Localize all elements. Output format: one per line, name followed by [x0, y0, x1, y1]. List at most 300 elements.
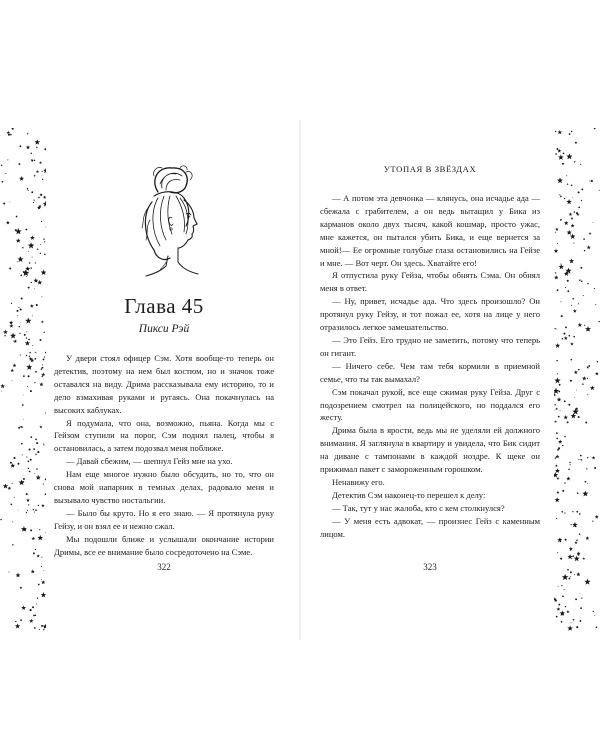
star-icon [37, 554, 40, 557]
star-dot [557, 148, 559, 150]
star-dot [28, 287, 30, 289]
star-dot [561, 621, 563, 623]
star-icon [43, 168, 46, 173]
star-icon [595, 515, 599, 519]
star-dot [570, 464, 571, 465]
star-dot [594, 288, 595, 289]
star-icon [33, 278, 38, 283]
star-dot [45, 478, 46, 480]
star-dot [42, 364, 43, 365]
star-icon [556, 607, 560, 611]
star-dot [556, 360, 558, 362]
star-dot [41, 579, 42, 580]
star-icon [558, 440, 562, 444]
star-icon [557, 397, 562, 401]
right-star-border [554, 128, 600, 633]
star-dot [570, 576, 571, 577]
star-dot [34, 175, 36, 177]
star-dot [563, 153, 565, 155]
star-icon [41, 580, 45, 584]
star-icon [15, 623, 20, 628]
star-icon [574, 541, 577, 544]
star-dot [1, 391, 2, 392]
star-dot [27, 510, 28, 511]
star-dot [26, 493, 28, 495]
star-icon [25, 340, 30, 345]
star-dot [45, 532, 46, 533]
star-icon [554, 420, 557, 423]
paragraph: Ненавижу его. [332, 476, 385, 487]
star-dot [562, 595, 564, 597]
star-icon [36, 475, 41, 480]
star-icon [28, 470, 31, 472]
star-icon [43, 195, 46, 198]
star-dot [17, 315, 18, 316]
star-dot [558, 391, 560, 393]
star-dot [12, 380, 13, 381]
star-dot [28, 251, 29, 252]
star-dot [20, 619, 22, 621]
star-dot [572, 511, 573, 512]
star-dot [558, 447, 560, 449]
star-icon [18, 256, 24, 262]
star-dot [561, 315, 563, 317]
star-dot [20, 354, 21, 355]
star-icon [23, 270, 29, 276]
paragraph: — Ничего себе. Чем там тебя кормили в приемной семье, что ты так вымахал? [320, 360, 540, 384]
star-icon [564, 221, 569, 225]
star-icon [554, 377, 560, 383]
star-dot [570, 380, 571, 381]
star-dot [570, 359, 572, 361]
right-page-text [320, 192, 540, 540]
paragraph: — Было бы круто. Но я его знаю. — Я протянула руку Гейзу, и он взял ее и нежно сжал. [54, 507, 274, 531]
star-icon [554, 388, 559, 394]
star-dot [581, 200, 582, 201]
star-dot [41, 368, 43, 370]
star-dot [567, 290, 569, 292]
star-dot [560, 410, 561, 411]
star-dot [34, 512, 35, 513]
star-dot [566, 175, 567, 176]
star-dot [560, 220, 561, 221]
star-icon [574, 556, 580, 562]
star-dot [42, 367, 44, 369]
star-dot [42, 376, 43, 377]
star-dot [44, 332, 45, 333]
star-icon [13, 363, 17, 367]
star-icon [10, 369, 14, 373]
star-dot [18, 510, 19, 511]
star-icon [10, 133, 13, 135]
star-dot [20, 145, 22, 147]
star-dot [559, 384, 561, 386]
star-dot [569, 578, 571, 580]
star-dot [571, 305, 572, 306]
star-dot [555, 328, 556, 329]
star-dot [5, 173, 6, 174]
star-dot [576, 626, 578, 628]
star-icon [16, 573, 21, 578]
star-dot [37, 451, 39, 453]
star-dot [25, 229, 27, 231]
star-dot [26, 337, 27, 338]
paragraph: — Давай сбежим, — шепнул Гейз мне на ухо. [66, 456, 233, 467]
paragraph: Дрима была в ярости, ведь мы не уделяли ей должного внимания. Я заглянула в квартиру и увидела, что Бик сидит на диване с тампонами в каждой ноздре. К щеке он прижимал пакет с замороженным горошком. [320, 425, 540, 475]
star-icon [10, 463, 15, 468]
star-dot [42, 179, 43, 180]
star-dot [567, 569, 569, 571]
star-icon [555, 343, 560, 348]
star-icon [26, 145, 30, 149]
star-dot [2, 181, 4, 183]
star-dot [20, 426, 22, 428]
star-icon [30, 235, 35, 240]
star-dot [12, 544, 13, 545]
star-dot [17, 261, 18, 262]
star-dot [572, 197, 573, 198]
star-dot [557, 243, 558, 244]
star-icon [29, 619, 33, 623]
star-dot [560, 301, 561, 302]
star-icon [595, 372, 599, 375]
star-icon [585, 326, 591, 332]
star-dot [557, 491, 559, 493]
paragraph: — Ну, привет, исчадье ада. Что здесь произошло? Он протянул руку Гейзу, и тот пожал ее, хотя на лице у него отразилось легкое замешательство. [320, 296, 540, 333]
star-icon [41, 592, 46, 597]
star-dot [1, 165, 2, 166]
star-dot [584, 250, 585, 251]
star-dot [36, 442, 38, 444]
star-icon [569, 258, 574, 263]
star-dot [567, 421, 569, 423]
star-dot [580, 620, 582, 622]
star-dot [30, 436, 32, 438]
star-dot [560, 195, 562, 197]
star-dot [554, 394, 556, 396]
star-icon [582, 376, 586, 380]
star-icon [571, 224, 575, 228]
star-icon [556, 289, 559, 292]
star-dot [583, 295, 584, 296]
star-dot [29, 356, 30, 357]
star-dot [19, 333, 20, 334]
star-dot [18, 463, 20, 465]
paragraph: — Так, тут у нас жалоба, кто с кем столкнулся? [332, 502, 505, 513]
star-dot [0, 519, 1, 520]
star-dot [39, 529, 40, 530]
star-icon [578, 323, 582, 327]
star-dot [35, 439, 37, 441]
star-icon [571, 413, 577, 418]
star-dot [7, 159, 8, 160]
star-dot [26, 355, 27, 356]
star-icon [555, 497, 560, 502]
star-icon [9, 324, 13, 328]
star-icon [566, 476, 570, 480]
star-dot [31, 282, 32, 283]
star-dot [562, 490, 564, 492]
star-dot [31, 244, 33, 246]
star-icon [576, 572, 580, 576]
star-dot [43, 629, 44, 630]
woman-profile-icon [124, 162, 212, 282]
star-dot [587, 378, 588, 379]
star-dot [578, 459, 579, 460]
star-icon [555, 227, 559, 230]
star-dot [28, 375, 30, 377]
star-icon [570, 217, 573, 220]
star-dot [581, 280, 583, 282]
star-dot [38, 505, 39, 506]
star-dot [581, 189, 583, 191]
star-dot [556, 438, 558, 440]
star-dot [565, 287, 566, 288]
star-icon [34, 139, 40, 144]
star-dot [587, 483, 588, 484]
star-dot [42, 175, 43, 176]
star-dot [570, 571, 572, 573]
star-dot [41, 625, 43, 627]
star-dot [33, 615, 35, 617]
star-icon [37, 535, 43, 540]
star-dot [41, 557, 42, 558]
left-star-border [0, 128, 46, 633]
star-dot [37, 248, 38, 249]
star-dot [580, 164, 581, 165]
star-icon [587, 245, 591, 249]
star-dot [580, 608, 581, 609]
star-icon [582, 490, 588, 496]
star-icon [555, 464, 558, 467]
star-dot [588, 365, 590, 367]
star-dot [573, 243, 574, 244]
star-dot [9, 202, 10, 203]
star-dot [574, 574, 575, 575]
paragraph: Мы подошли ближе и услышали окончание истории Дримы, все ее внимание было сосредоточено на Сэме. [54, 533, 274, 557]
star-dot [572, 298, 573, 299]
star-icon [558, 130, 563, 134]
star-dot [32, 606, 34, 608]
star-dot [33, 509, 34, 510]
star-icon [21, 526, 27, 532]
star-dot [554, 410, 555, 411]
paragraph: — А потом эта девчонка — клянусь, она исчадье ада — сбежала с грабителем, а он ведь вытащил у Бика из карманов около двух тысяч, какой кошмар, просто ужас, мне кажется, он пытался убить Бика, и еще вернется за мной!— Ее огромные голубые глаза остановились на Гейзе и мне. — Вот черт. Он здесь. Хватайте его! [320, 193, 540, 268]
star-icon [37, 280, 42, 285]
star-dot [568, 404, 570, 406]
star-dot [35, 615, 37, 617]
star-icon [567, 554, 572, 559]
star-icon [7, 131, 10, 134]
star-dot [43, 443, 44, 444]
star-dot [35, 262, 36, 263]
star-icon [39, 193, 42, 196]
chapter-title: Глава 45 [124, 294, 204, 318]
star-icon [19, 586, 22, 589]
star-dot [27, 386, 28, 387]
star-dot [45, 493, 46, 495]
star-icon [26, 364, 32, 370]
star-dot [577, 492, 579, 494]
star-icon [573, 309, 577, 313]
star-dot [13, 341, 14, 342]
star-dot [36, 147, 37, 148]
star-dot [587, 283, 588, 284]
star-dot [34, 160, 35, 161]
star-dot [30, 459, 32, 461]
star-icon [562, 574, 569, 580]
star-dot [575, 526, 576, 527]
star-dot [571, 185, 573, 187]
paragraph: — Это Гейз. Его трудно не заметить, потому что теперь он гигант. [320, 334, 540, 358]
star-dot [580, 267, 582, 269]
star-dot [594, 128, 596, 129]
star-dot [15, 621, 16, 622]
star-icon [21, 605, 26, 610]
star-icon [3, 330, 8, 334]
star-dot [564, 198, 565, 199]
star-dot [587, 457, 588, 458]
star-icon [592, 456, 596, 459]
paragraph: Нам еще многое нужно было обсудить, но то, что он снова мой напарник в темных делах, радовало меня и вызывало чувство ностальгии. [54, 469, 274, 505]
paragraph: — У меня есть адвокат, — произнес Гейз с каменным лицом. [320, 515, 540, 539]
star-dot [26, 276, 27, 277]
star-dot [43, 444, 44, 445]
star-dot [3, 202, 5, 204]
star-dot [14, 497, 15, 498]
star-dot [28, 461, 30, 463]
star-dot [8, 134, 10, 136]
star-dot [32, 315, 33, 316]
star-dot [572, 555, 574, 557]
star-dot [556, 616, 557, 617]
star-icon [36, 170, 39, 173]
star-dot [581, 598, 582, 599]
star-icon [554, 275, 559, 279]
star-dot [579, 533, 581, 535]
star-dot [28, 190, 29, 191]
star-dot [567, 280, 569, 282]
star-icon [39, 382, 43, 386]
star-dot [562, 163, 564, 165]
star-dot [16, 216, 18, 218]
star-dot [564, 400, 566, 402]
chapter-narrator: Пикси Рэй [138, 323, 190, 335]
left-page-text [54, 352, 274, 559]
star-dot [587, 394, 588, 395]
star-dot [10, 462, 12, 464]
star-icon [564, 336, 568, 340]
star-dot [557, 373, 558, 374]
star-dot [22, 247, 23, 248]
star-dot [34, 200, 35, 201]
star-dot [558, 586, 559, 587]
star-icon [35, 370, 38, 373]
star-dot [33, 448, 35, 450]
star-dot [39, 629, 40, 630]
star-icon [585, 536, 589, 540]
star-dot [28, 504, 29, 505]
star-icon [41, 372, 45, 376]
star-icon [39, 161, 42, 164]
star-icon [28, 242, 35, 248]
star-dot [583, 238, 585, 240]
star-dot [557, 552, 558, 553]
star-dot [40, 244, 41, 245]
star-dot [573, 336, 575, 338]
star-dot [26, 456, 27, 457]
star-dot [34, 382, 35, 383]
star-dot [36, 468, 38, 470]
star-icon [566, 230, 571, 235]
star-dot [570, 550, 571, 551]
star-icon [566, 199, 571, 204]
star-icon [19, 176, 24, 181]
star-dot [594, 467, 596, 469]
star-dot [43, 484, 44, 485]
star-dot [12, 483, 13, 484]
star-dot [562, 338, 564, 340]
star-dot [30, 529, 32, 531]
star-dot [29, 449, 31, 451]
star-dot [43, 358, 45, 360]
star-dot [19, 326, 20, 327]
star-dot [13, 457, 15, 459]
paragraph: Сэм покачал рукой, все еще сжимая руку Гейза. Друг с подозрением смотрел на полицейского, но поддался его жесту. [320, 386, 540, 423]
star-dot [580, 459, 582, 461]
page-number: 322 [157, 562, 171, 572]
star-icon [41, 320, 44, 323]
star-dot [35, 454, 37, 456]
star-dot [569, 269, 571, 271]
star-dot [36, 352, 37, 353]
star-dot [571, 622, 572, 623]
star-dot [580, 455, 582, 457]
star-icon [39, 425, 42, 428]
star-icon [554, 472, 558, 477]
star-dot [555, 457, 556, 458]
star-dot [555, 131, 556, 132]
star-dot [554, 404, 555, 405]
star-icon [569, 547, 573, 551]
star-dot [18, 307, 19, 308]
star-dot [574, 211, 575, 212]
star-icon [8, 486, 12, 490]
star-dot [30, 153, 31, 154]
star-dot [40, 253, 41, 254]
star-dot [568, 335, 570, 337]
star-dot [562, 445, 564, 447]
star-dot [34, 473, 35, 474]
star-dot [571, 558, 572, 559]
star-dot [592, 521, 593, 522]
star-icon [0, 384, 5, 388]
star-dot [571, 131, 572, 132]
star-dot [30, 390, 32, 392]
star-dot [38, 197, 40, 199]
star-icon [13, 339, 17, 343]
star-icon [563, 415, 568, 419]
star-dot [575, 598, 577, 600]
star-dot [20, 257, 21, 258]
star-dot [35, 352, 36, 353]
star-dot [31, 191, 33, 193]
star-dot [12, 128, 14, 130]
star-dot [593, 611, 594, 612]
star-dot [32, 257, 33, 258]
star-dot [41, 296, 42, 297]
star-icon [41, 504, 44, 507]
